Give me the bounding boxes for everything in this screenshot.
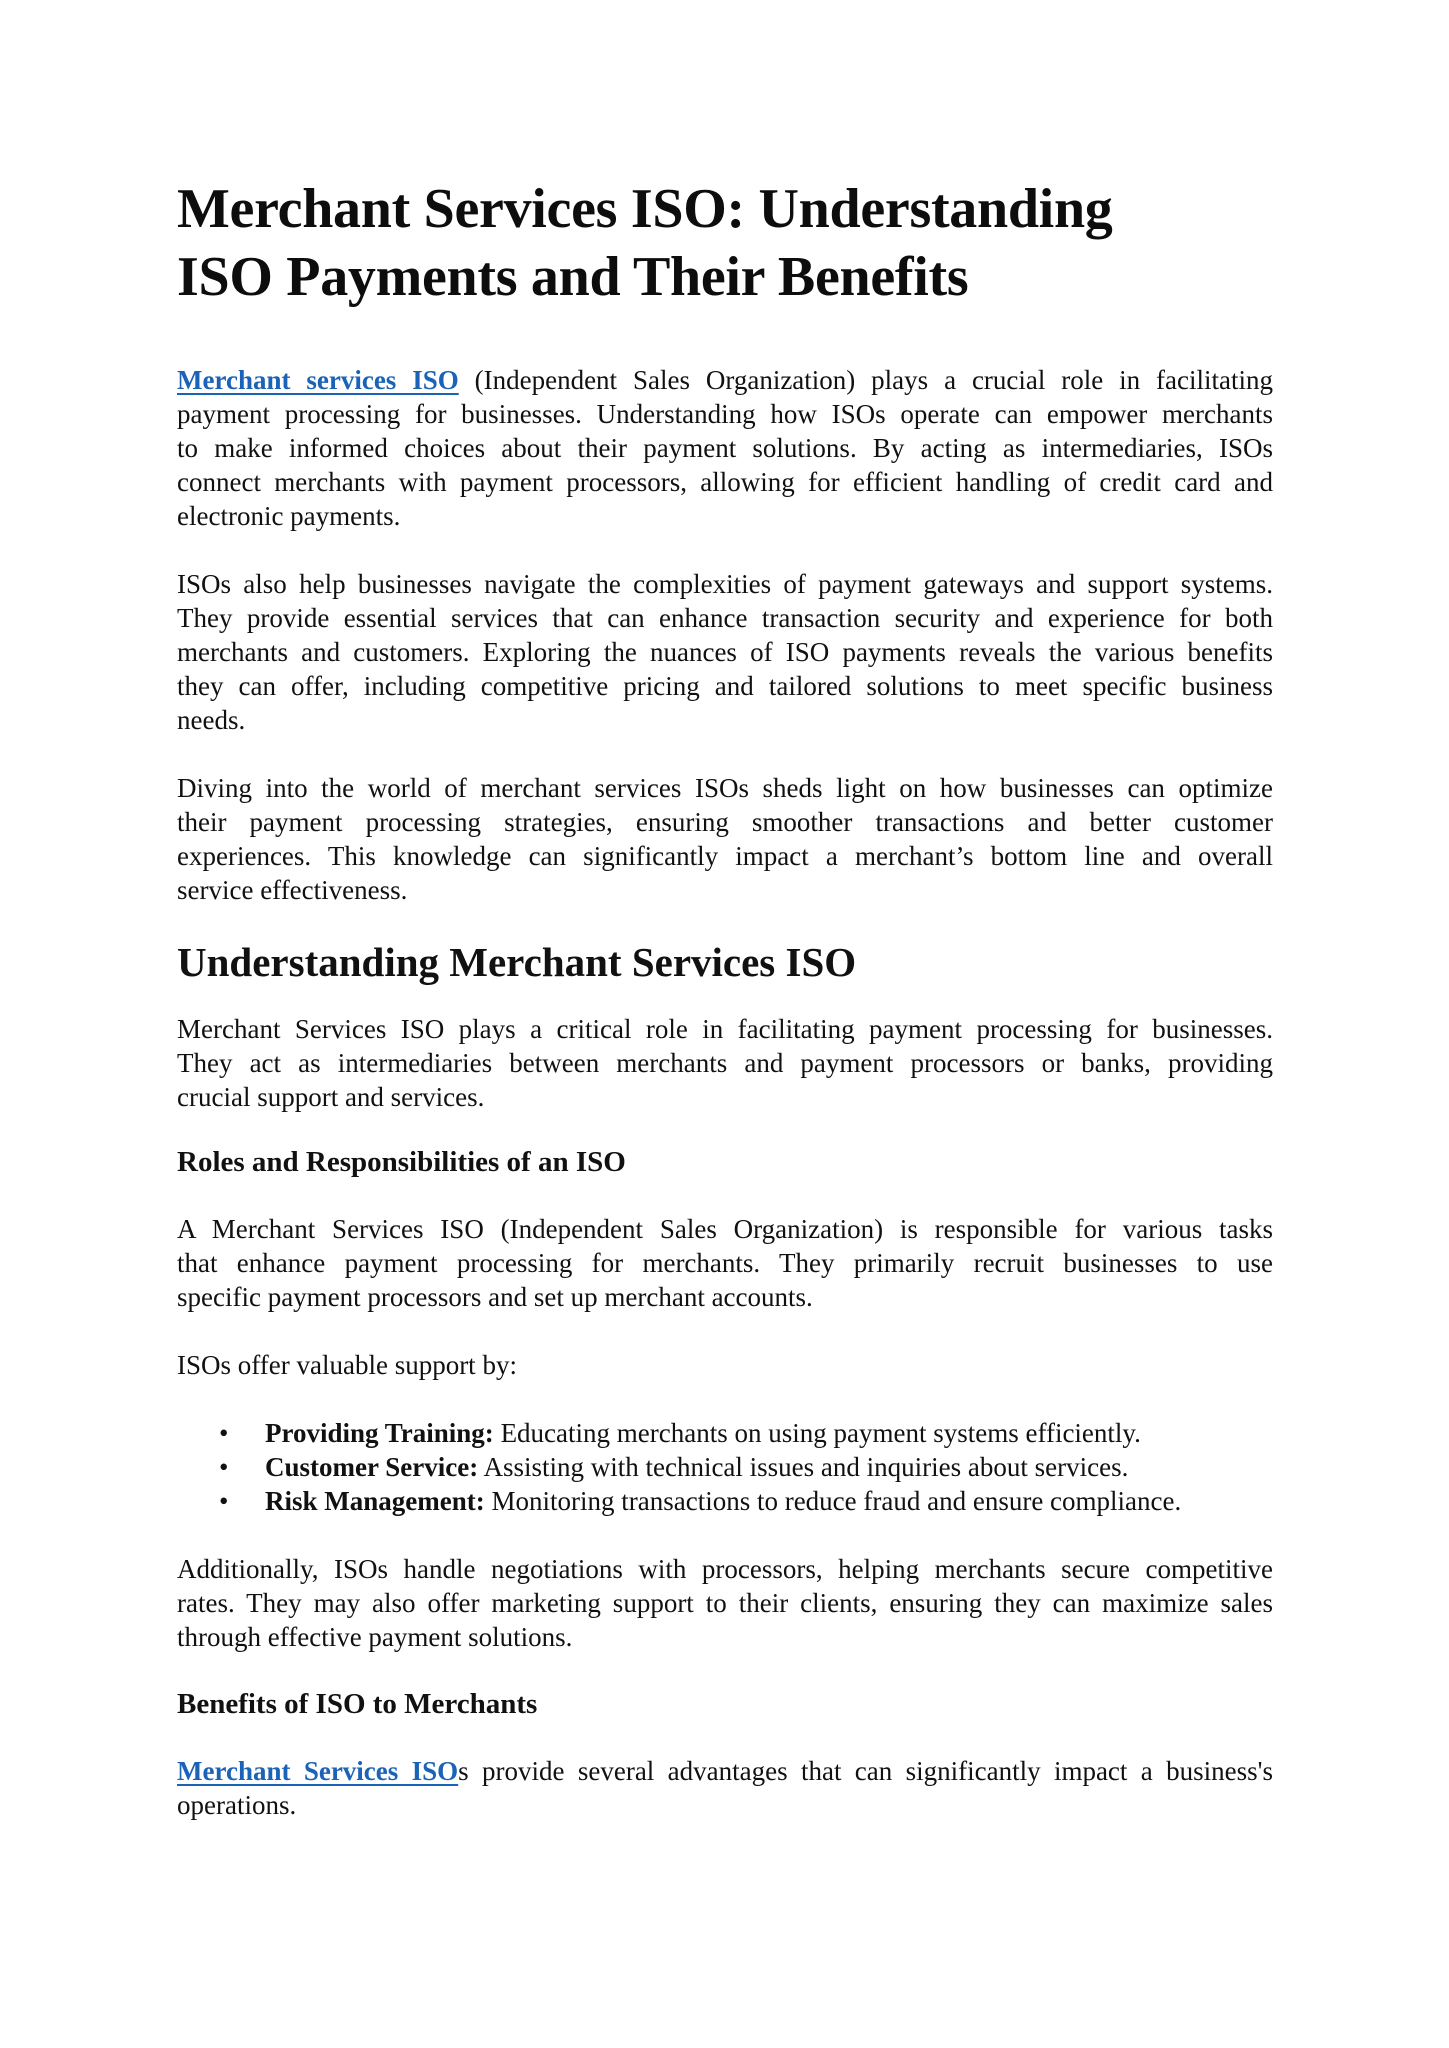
merchant-services-iso-link[interactable]: Merchant services ISO xyxy=(177,365,459,395)
support-intro-text: ISOs offer valuable support by: xyxy=(177,1350,517,1380)
page-title xyxy=(177,175,1273,311)
intro-line-4: connect merchants with payment processors, allowing for efficient handling of credit card and xyxy=(177,467,1273,497)
understanding-paragraph xyxy=(177,1012,1273,1114)
title-line-2: ISO Payments and Their Benefits xyxy=(177,246,969,308)
list-item-desc: Assisting with technical issues and inquiries about services. xyxy=(478,1452,1129,1482)
title-line-1: Merchant Services ISO: Understanding xyxy=(177,178,1113,240)
list-item xyxy=(177,1484,1273,1518)
closing-line: Additionally, ISOs handle negotiations with processors, helping merchants secure competitive xyxy=(177,1554,1273,1584)
paragraph-3-line: experiences. This knowledge can significantly impact a merchant’s bottom line and overall xyxy=(177,841,1273,871)
paragraph-2-line: needs. xyxy=(177,705,246,735)
understanding-line: They act as intermediaries between merchants and payment processors or banks, providing xyxy=(177,1048,1273,1078)
subheading-benefits: Benefits of ISO to Merchants xyxy=(177,1688,538,1720)
roles-line: specific payment processors and set up merchant accounts. xyxy=(177,1282,813,1312)
intro-line-5: electronic payments. xyxy=(177,501,401,531)
paragraph-3 xyxy=(177,771,1273,907)
support-intro xyxy=(177,1348,1273,1382)
list-item xyxy=(177,1416,1273,1450)
roles-line: A Merchant Services ISO (Independent Sales Organization) is responsible for various tasks xyxy=(177,1214,1273,1244)
benefits-paragraph xyxy=(177,1754,1273,1822)
closing-line: through effective payment solutions. xyxy=(177,1622,573,1652)
document-page xyxy=(177,175,1273,1822)
benefits-line-1-text: s provide several advantages that can significantly impact a business's xyxy=(458,1756,1273,1786)
paragraph-3-line: Diving into the world of merchant services ISOs sheds light on how businesses can optimize xyxy=(177,773,1273,803)
paragraph-2-line: ISOs also help businesses navigate the complexities of payment gateways and support systems. xyxy=(177,569,1273,599)
paragraph-2-line: they can offer, including competitive pricing and tailored solutions to meet specific business xyxy=(177,671,1273,701)
support-list xyxy=(177,1416,1273,1518)
intro-line-2: payment processing for businesses. Understanding how ISOs operate can empower merchants xyxy=(177,399,1273,429)
list-item-term: Risk Management: xyxy=(265,1486,485,1516)
understanding-line: Merchant Services ISO plays a critical role in facilitating payment processing for businesses. xyxy=(177,1014,1273,1044)
paragraph-3-line: their payment processing strategies, ensuring smoother transactions and better customer xyxy=(177,807,1273,837)
bullet-icon: • xyxy=(219,1418,229,1448)
bullet-icon: • xyxy=(219,1486,229,1516)
roles-closing-paragraph xyxy=(177,1552,1273,1654)
paragraph-3-line: service effectiveness. xyxy=(177,875,408,905)
closing-line: rates. They may also offer marketing support to their clients, ensuring they can maximize sales xyxy=(177,1588,1273,1618)
intro-line-3: to make informed choices about their payment solutions. By acting as intermediaries, ISOs xyxy=(177,433,1273,463)
subheading-roles: Roles and Responsibilities of an ISO xyxy=(177,1146,626,1178)
roles-line: that enhance payment processing for merchants. They primarily recruit businesses to use xyxy=(177,1248,1273,1278)
merchant-services-isos-link[interactable]: Merchant Services ISO xyxy=(177,1756,459,1786)
list-item-term: Providing Training: xyxy=(265,1418,494,1448)
list-item-desc: Monitoring transactions to reduce fraud and ensure compliance. xyxy=(484,1486,1182,1516)
paragraph-2-line: They provide essential services that can enhance transaction security and experience for both xyxy=(177,603,1273,633)
list-item-term: Customer Service: xyxy=(265,1452,479,1482)
benefits-line-2: operations. xyxy=(177,1790,297,1820)
list-item-desc: Educating merchants on using payment systems efficiently. xyxy=(493,1418,1141,1448)
understanding-line: crucial support and services. xyxy=(177,1082,485,1112)
intro-paragraph xyxy=(177,363,1273,533)
list-item xyxy=(177,1450,1273,1484)
roles-paragraph xyxy=(177,1212,1273,1314)
bullet-icon: • xyxy=(219,1452,229,1482)
paragraph-2-line: merchants and customers. Exploring the nuances of ISO payments reveals the various benefits xyxy=(177,637,1273,667)
paragraph-2 xyxy=(177,567,1273,737)
intro-line-1-text: (Independent Sales Organization) plays a crucial role in facilitating xyxy=(458,365,1273,395)
section-heading-understanding: Understanding Merchant Services ISO xyxy=(177,939,857,985)
